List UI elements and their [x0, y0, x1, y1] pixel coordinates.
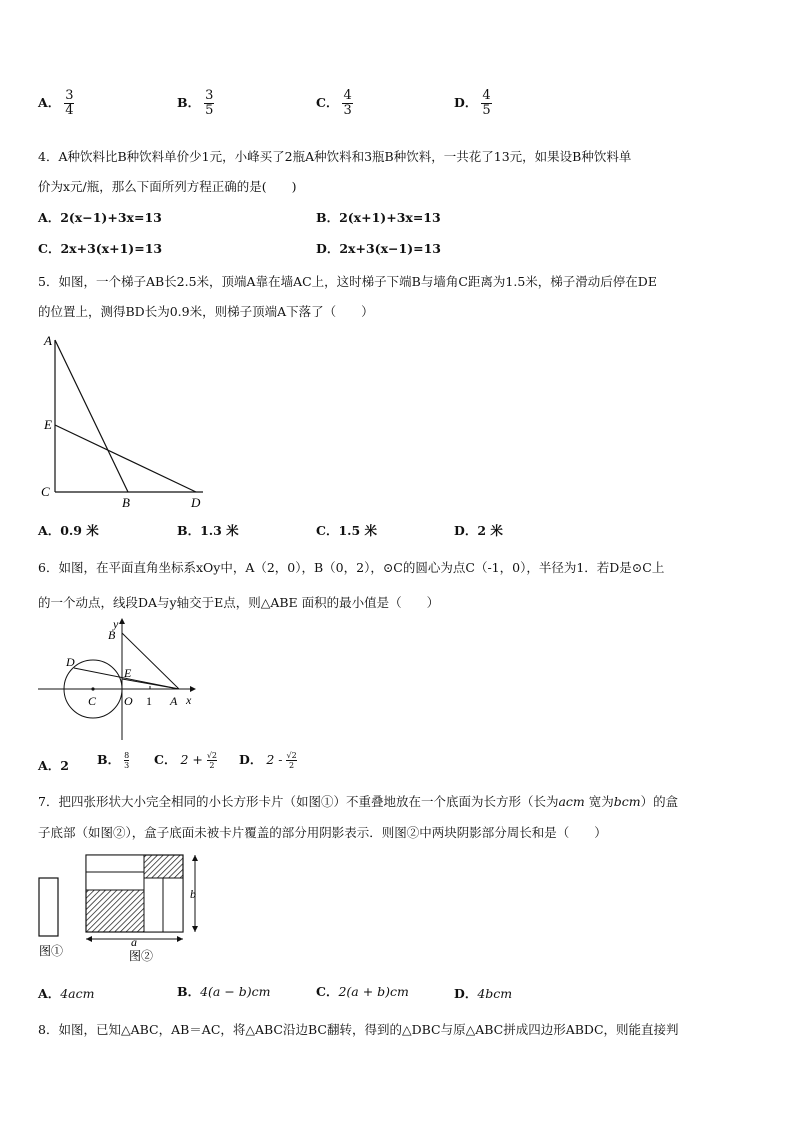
shaded-region-bottom	[86, 890, 144, 932]
q7-option-c: C．2(a + b)cm	[316, 984, 409, 999]
q4-option-c: C．2x+3(x+1)=13	[38, 241, 163, 256]
dim-b-arrow-down-icon	[192, 926, 198, 932]
q3-option-d: D． $\frac{4}{5}$	[454, 88, 491, 118]
ladder-de	[55, 425, 196, 492]
dim-b-arrow-up-icon	[192, 855, 198, 861]
q3-option-a: A． $\frac{3}{4}$	[38, 88, 74, 118]
q7-box-figure	[34, 848, 214, 966]
q5-ladder-figure	[38, 330, 218, 510]
q6-option-a: A．2	[38, 758, 69, 773]
label-e: E	[44, 417, 52, 432]
label-b: B	[108, 628, 116, 642]
label-one: 1	[146, 694, 152, 708]
q4-text-line1: 4．A种饮料比B种饮料单价少1元，小峰买了2瓶A种饮料和3瓶B种饮料，一共花了13元，如果设B种饮料单	[38, 149, 632, 164]
q5-text-line1: 5．如图，一个梯子AB长2.5米，顶端A靠在墙AC上，这时梯子下端B与墙角C距离为1.5米，梯子滑动后停在DE	[38, 274, 657, 289]
label-b: B	[122, 495, 130, 510]
ladder-ab	[55, 340, 128, 492]
label-b: b	[190, 887, 196, 901]
x-axis-arrow-icon	[190, 686, 196, 692]
card-v1	[144, 878, 163, 932]
label-d: D	[66, 655, 75, 669]
q8-text-line1: 8．如图，已知△ABC，AB＝AC，将△ABC沿边BC翻转，得到的△DBC与原△ABC拼成四边形ABDC，则能直接判	[38, 1022, 679, 1037]
label-fig2: 图②	[129, 949, 154, 963]
label-c: C	[41, 484, 50, 499]
dim-a-arrow-right-icon	[177, 936, 183, 942]
card-v2	[163, 878, 183, 932]
shaded-region-top	[144, 855, 183, 878]
q5-option-d: D．2 米	[454, 523, 503, 538]
label-e: E	[124, 666, 132, 680]
q5-option-b: B．1.3 米	[177, 523, 239, 538]
q4-option-a: A．2(x−1)+3x=13	[38, 210, 162, 225]
q6-option-b: B． $\frac{8}{3}$	[97, 751, 130, 770]
q5-text-line2: 的位置上，测得BD长为0.9米，则梯子顶端A下落了（ ）	[38, 304, 374, 319]
q7-option-a: A．4acm	[38, 986, 95, 1001]
label-fig1: 图①	[39, 944, 64, 958]
card-h2	[86, 872, 144, 890]
label-o: O	[124, 694, 133, 708]
label-a: A	[170, 694, 178, 708]
q7-text-line2: 子底部（如图②），盒子底面未被卡片覆盖的部分用阴影表示．则图②中两块阴影部分周长和是（ ）	[38, 825, 607, 840]
q4-option-b: B．2(x+1)+3x=13	[316, 210, 441, 225]
q3-option-b: B． $\frac{3}{5}$	[177, 88, 214, 118]
label-c: C	[88, 694, 97, 708]
q6-text-line2: 的一个动点，线段DA与y轴交于E点，则△ABE 面积的最小值是（ ）	[38, 595, 440, 610]
label-d: D	[191, 495, 201, 510]
q7-text-line1: 7．把四张形状大小完全相同的小长方形卡片（如图①）不重叠地放在一个底面为长方形（长为acm 宽为bcm）的盒	[38, 794, 679, 809]
q6-option-c: C． 2 + $\frac{√2}{2}$	[154, 751, 218, 770]
q3-option-c: C． $\frac{4}{3}$	[316, 88, 352, 118]
q7-option-b: B．4(a − b)cm	[177, 984, 271, 999]
label-x: x	[186, 693, 192, 707]
q6-text-line1: 6．如图，在平面直角坐标系xOy中，A（2，0），B（0，2），⊙C的圆心为点C（-1，0），半径为1．若D是⊙C上	[38, 560, 665, 575]
card-fig1	[39, 878, 58, 936]
label-a: A	[44, 333, 52, 348]
label-y: y	[113, 617, 119, 631]
q6-coordinate-figure	[34, 612, 204, 742]
card-h1	[86, 855, 144, 872]
q5-option-a: A．0.9 米	[38, 523, 99, 538]
center-c-point	[91, 687, 94, 690]
q7-option-d: D．4bcm	[454, 986, 513, 1001]
label-a: a	[131, 935, 137, 949]
y-axis-arrow-icon	[119, 618, 125, 624]
q6-option-d: D． 2 - $\frac{√2}{2}$	[239, 751, 297, 770]
q4-option-d: D．2x+3(x−1)=13	[316, 241, 441, 256]
dim-a-arrow-left-icon	[86, 936, 92, 942]
q4-text-line2: 价为x元/瓶，那么下面所列方程正确的是( )	[38, 179, 297, 194]
q5-option-c: C．1.5 米	[316, 523, 378, 538]
